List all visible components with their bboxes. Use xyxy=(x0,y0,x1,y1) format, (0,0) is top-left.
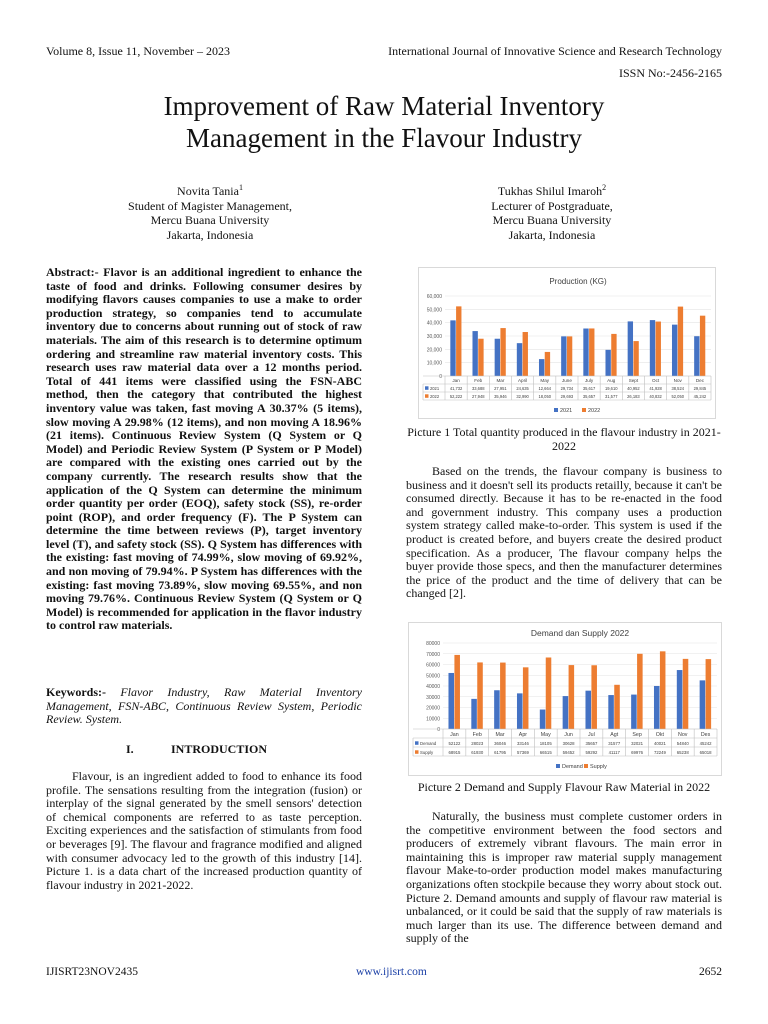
y-tick-label: 60000 xyxy=(426,662,440,669)
bar-supply-feb xyxy=(477,662,483,729)
data-label: 52,222 xyxy=(449,393,463,399)
author-city: Jakarta, Indonesia xyxy=(166,227,254,242)
bar-2022-feb xyxy=(478,339,483,376)
bar-2022-july xyxy=(589,328,594,376)
bar-supply-nov xyxy=(683,659,689,729)
data-label: 12,664 xyxy=(538,385,552,391)
body-paragraph-3: Naturally, the business must complete customer orders in the competitive environment between the food sectors and producers of extremely vibrant flavours. The main error in maintaining this is improper raw material supply management flavour Make-to-order production model makes manufacturing organizations often stockpile because they worry about stock out. Picture 2. Demand amounts and supply of flavour raw material is unbalanced, or it could be said that the supply of raw materials is much larger than its use. The difference between demand and supply of the xyxy=(406,809,722,946)
bar-demand-may xyxy=(540,710,546,729)
y-tick-label: 40000 xyxy=(426,684,440,690)
bar-2021-feb xyxy=(472,331,477,376)
bar-2021-april xyxy=(517,343,522,376)
legend-swatch-2022 xyxy=(582,408,586,412)
x-tick-label: Jun xyxy=(564,731,573,738)
page-number: 2652 xyxy=(699,966,722,978)
data-label: 29,693 xyxy=(560,393,574,399)
x-tick-label: Okt xyxy=(655,731,665,738)
data-label: 31577 xyxy=(608,740,621,746)
y-tick-label: 0 xyxy=(439,374,442,380)
bar-2022-june xyxy=(567,336,572,376)
bar-supply-jul xyxy=(591,665,597,729)
data-label: 68915 xyxy=(448,749,461,755)
bar-supply-mar xyxy=(500,663,506,729)
intro-paragraph: Flavour, is an ingredient added to food to enhance its food profile. The sensations resulting from the integration (fusion) or interplay of the signal generated by the smell sensors' detection of chemical components are referred to as taste perception. Exciting experiences and the satisfaction of stimulants from food or beverages [9]. The flavour and fragrance modified and aligned with consumer advocacy led to the growth of this industry [14]. Picture 1. is a data chart of the increased production quantity of flavour industry in 2021-2022. xyxy=(46,769,362,892)
data-label: 59292 xyxy=(585,749,598,755)
bar-demand-jul xyxy=(585,691,591,729)
author-block-2 xyxy=(432,181,672,242)
data-label: 31,577 xyxy=(604,393,618,399)
table-series-label: 2021 xyxy=(430,385,440,391)
volume-info: Volume 8, Issue 11, November – 2023 xyxy=(46,44,230,58)
data-label: 19,610 xyxy=(604,385,618,391)
author-sup: 1 xyxy=(238,183,243,192)
data-label: 18,050 xyxy=(538,393,552,399)
keywords xyxy=(46,686,362,727)
x-tick-label: July xyxy=(584,377,594,383)
bar-2022-sept xyxy=(633,341,638,376)
bar-2021-dec xyxy=(694,336,699,376)
legend-label: 2021 xyxy=(560,408,573,414)
bar-2022-aug xyxy=(611,334,616,376)
table-series-label: Supply xyxy=(420,749,434,755)
legend-swatch-2021 xyxy=(554,408,558,412)
legend-swatch-supply xyxy=(584,764,588,768)
bar-2021-june xyxy=(561,336,566,376)
bar-2022-mar xyxy=(500,328,505,376)
bar-2022-dec xyxy=(700,316,705,376)
x-tick-label: Nov xyxy=(678,731,688,738)
x-tick-label: Jan xyxy=(452,377,460,383)
x-tick-label: Feb xyxy=(472,731,482,738)
production-chart-svg xyxy=(419,268,715,418)
bar-supply-des xyxy=(706,659,712,729)
bar-2021-july xyxy=(583,329,588,376)
data-label: 45,242 xyxy=(693,393,707,399)
data-label: 26,183 xyxy=(627,393,640,399)
issn: ISSN No:-2456-2165 xyxy=(618,66,722,80)
bar-demand-apr xyxy=(517,693,523,729)
y-tick-label: 50,000 xyxy=(426,307,442,314)
production-chart xyxy=(418,267,716,419)
x-tick-label: Dec xyxy=(695,377,705,383)
x-tick-label: Agt xyxy=(610,731,619,738)
data-label: 33146 xyxy=(516,740,529,746)
data-label: 27,951 xyxy=(494,385,507,391)
caption-picture-1: Picture 1 Total quantity produced in the flavour industry in 2021-2022 xyxy=(407,425,721,453)
data-label: 61930 xyxy=(471,749,484,755)
keywords-label: Keywords:- xyxy=(46,685,106,699)
author-affil: Lecturer of Postgraduate, xyxy=(491,198,613,213)
caption-picture-2: Picture 2 Demand and Supply Flavour Raw Material in 2022 xyxy=(417,780,711,794)
author-affil: Student of Magister Management, xyxy=(128,198,292,213)
data-label: 45242 xyxy=(699,740,712,746)
x-tick-label: Feb xyxy=(474,377,483,383)
y-tick-label: 30000 xyxy=(426,694,440,701)
data-label: 40,832 xyxy=(649,393,662,399)
x-tick-label: May xyxy=(540,731,551,738)
x-tick-label: Aug xyxy=(607,377,616,383)
demand-supply-chart-svg xyxy=(409,623,721,775)
bar-supply-agt xyxy=(614,685,620,729)
bar-supply-jan xyxy=(454,655,460,729)
data-label: 61795 xyxy=(494,749,507,755)
bar-demand-mar xyxy=(494,690,500,729)
bar-supply-jun xyxy=(569,665,575,729)
author-univ: Mercu Buana University xyxy=(150,213,270,227)
x-tick-label: May xyxy=(540,377,550,383)
data-label: 27,948 xyxy=(471,393,485,399)
bar-2022-april xyxy=(523,332,528,376)
data-label: 40,952 xyxy=(627,385,640,391)
data-label: 41117 xyxy=(608,749,620,755)
legend-swatch-demand xyxy=(556,764,560,768)
bar-demand-nov xyxy=(677,670,683,729)
data-label: 66515 xyxy=(539,749,552,755)
y-tick-label: 30,000 xyxy=(426,334,442,340)
bar-2022-nov xyxy=(678,307,683,376)
y-tick-label: 40,000 xyxy=(426,320,442,327)
x-tick-label: Apr xyxy=(518,731,528,738)
data-label: 36046 xyxy=(494,740,507,746)
y-tick-label: 10,000 xyxy=(426,360,442,367)
title-line-1: Improvement of Raw Material Inventory xyxy=(163,91,605,121)
bar-2022-may xyxy=(545,352,550,376)
demand-supply-chart xyxy=(408,622,722,776)
table-series-label: 2022 xyxy=(430,393,440,399)
table-legend-key xyxy=(415,741,419,745)
chart-title: Production (KG) xyxy=(549,277,607,286)
section-number: I. xyxy=(126,742,134,756)
footer-paper-id: IJISRT23NOV2435 xyxy=(46,966,138,978)
body-paragraph-2: Based on the trends, the flavour company is business to business and it doesn't sell its products retailly, because it can't be consumed directly. Because it has to be re-enacted in the food and government industry. This company uses a production system strategy called make-to-order. This system is used if the product is created before, and buyers create the desired product specification. As a producer, The flavour company helps the buyer provide those specs, and then the manufacturer determines the price of the product and the time of delivery that can be changed [2]. xyxy=(406,464,722,601)
author-block-1 xyxy=(90,181,330,242)
data-label: 69976 xyxy=(631,749,644,755)
data-label: 30628 xyxy=(562,740,575,746)
data-label: 33,688 xyxy=(471,385,485,391)
section-title: INTRODUCTION xyxy=(171,742,268,756)
bar-demand-jan xyxy=(448,673,454,729)
legend-label: 2022 xyxy=(588,408,601,414)
data-label: 35,946 xyxy=(494,393,507,399)
x-tick-label: April xyxy=(517,377,528,383)
data-label: 65018 xyxy=(699,749,712,755)
bar-supply-apr xyxy=(523,667,529,729)
x-tick-label: Sep xyxy=(632,731,642,738)
x-tick-label: Mar xyxy=(496,377,505,383)
legend-label: Supply xyxy=(590,764,607,770)
y-tick-label: 20000 xyxy=(426,705,440,712)
bar-demand-okt xyxy=(654,686,660,729)
data-label: 59452 xyxy=(562,749,575,755)
data-label: 32021 xyxy=(631,740,644,746)
bar-demand-des xyxy=(700,680,706,729)
x-tick-label: Oct xyxy=(652,377,660,383)
data-label: 57369 xyxy=(516,749,529,755)
author-name: Novita Tania xyxy=(177,184,239,198)
bar-demand-agt xyxy=(608,695,614,729)
abstract: Abstract:- Flavor is an additional ingredient to enhance the taste of food and drinks. Following consumer desires by modifying flavors causes companies to use a make to order production strategy, so companies tend to accumulate inventory due to concerns about running out of stock of raw materials. The aim of this research is to determine optimum ordering and streamline raw material inventory costs. This research uses raw material data over a 12 months period. Total of 441 items were classified using the FSN-ABC method, then the category that contributed the highest inventory value was taken, fast moving A 30.37% (5 items), slow moving A 29.98% (12 items), and non moving A 18.96% (21 items). Continuous Review System (Q System or Q Model) and Periodic Review System (P System or P Model) are compared with the existing ones carried out by the company currently. The research results show that the application of the Q System can determine the minimum order quantity per order (EOQ), safety stock (SS), re-order point (ROP), and order frequency (F). The P System can determine the time between reviews (P), target inventory level (T), and safety stock (SS). Q System has differences with the existing: fast moving of 74.99%, slow moving of 69.92%, and non moving of 79.94%. P System has differences with the existing: fast moving 73.89%, slow moving 69.55%, and non moving 79.76%. Continuous Review System (Q System or Q Model) is recommended for application in the flavor industry to control raw materials. xyxy=(46,265,362,633)
x-tick-label: Jul xyxy=(588,731,595,738)
y-tick-label: 0 xyxy=(437,727,440,733)
data-label: 29,845 xyxy=(693,385,707,391)
data-label: 65238 xyxy=(676,749,689,755)
x-tick-label: Mar xyxy=(495,731,505,738)
bar-demand-feb xyxy=(471,699,477,729)
bar-2021-mar xyxy=(495,339,500,376)
data-label: 72249 xyxy=(653,749,666,755)
x-tick-label: Nov xyxy=(673,377,682,383)
bar-2021-sept xyxy=(628,321,633,376)
data-label: 24,635 xyxy=(516,385,529,391)
bar-demand-sep xyxy=(631,695,637,729)
data-label: 41,732 xyxy=(449,385,463,391)
data-label: 32,990 xyxy=(516,393,529,399)
data-label: 52122 xyxy=(448,740,461,746)
bar-2021-oct xyxy=(650,320,655,376)
data-label: 35657 xyxy=(585,740,598,746)
table-legend-key xyxy=(425,386,429,390)
legend-label: Demand xyxy=(562,764,583,770)
bar-supply-okt xyxy=(660,651,666,729)
bar-supply-may xyxy=(546,657,552,729)
data-label: 41,928 xyxy=(649,385,662,391)
table-legend-key xyxy=(415,750,419,754)
y-tick-label: 60,000 xyxy=(426,294,442,300)
x-tick-label: Jan xyxy=(450,731,459,738)
title-line-2: Management in the Flavour Industry xyxy=(186,123,582,153)
bar-2022-jan xyxy=(456,306,461,376)
y-tick-label: 10000 xyxy=(426,716,440,723)
bar-2021-may xyxy=(539,359,544,376)
footer-website-link[interactable]: www.ijisrt.com xyxy=(356,966,427,978)
data-label: 18105 xyxy=(539,740,552,746)
author-city: Jakarta, Indonesia xyxy=(508,227,596,242)
y-tick-label: 50000 xyxy=(426,673,440,680)
bar-supply-sep xyxy=(637,654,643,729)
y-tick-label: 20,000 xyxy=(426,347,442,354)
x-tick-label: Sept xyxy=(628,377,639,383)
x-tick-label: Des xyxy=(700,731,711,738)
data-label: 35,617 xyxy=(582,385,596,391)
data-label: 40021 xyxy=(653,740,666,746)
data-label: 29,734 xyxy=(560,385,574,391)
author-name: Tukhas Shilul Imaroh xyxy=(497,184,603,198)
data-label: 52,050 xyxy=(671,393,685,399)
author-sup: 2 xyxy=(602,183,607,192)
x-tick-label: June xyxy=(561,377,572,383)
data-label: 54840 xyxy=(676,740,689,746)
bar-2021-jan xyxy=(450,320,455,376)
paper-title xyxy=(60,90,708,154)
bar-2021-aug xyxy=(605,350,610,376)
bar-2022-oct xyxy=(656,322,661,376)
bar-2021-nov xyxy=(672,325,677,376)
y-tick-label: 70000 xyxy=(426,651,440,658)
author-univ: Mercu Buana University xyxy=(492,213,612,227)
table-series-label: Demand xyxy=(420,740,437,746)
keywords-text: Flavor Industry, Raw Material Inventory Management, FSN-ABC, Continuous Review System, Periodic Review. System. xyxy=(46,685,362,727)
chart-title: Demand dan Supply 2022 xyxy=(530,628,630,638)
journal-name: International Journal of Innovative Science and Research Technology xyxy=(388,44,722,58)
data-label: 35,657 xyxy=(582,393,596,399)
y-tick-label: 80000 xyxy=(426,641,440,647)
data-label: 38,524 xyxy=(671,385,685,391)
bar-demand-jun xyxy=(563,696,569,729)
data-label: 28023 xyxy=(471,740,484,746)
table-legend-key xyxy=(425,394,429,398)
